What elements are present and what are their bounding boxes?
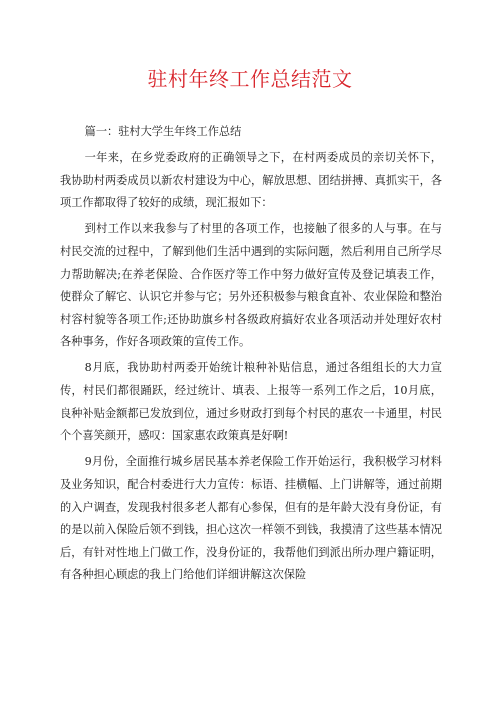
section-heading: 篇一：驻村大学生年终工作总结 xyxy=(84,125,242,138)
body-paragraph: 到村工作以来我参与了村里的各项工作，也接触了很多的人与事。在与村民交流的过程中，了解到他们生活中遇到的实际问题，然后利用自己所学尽力帮助解决;在养老保险、合作医疗等工作中努力做好宣传及登记填表工作，使群众了解它、认识它并参与它；另外还积极参与粮食直补、农业保险和整治村容村貌等各项工作;还协助旗乡村各级政府搞好农业各项活动并处理好农村各种事务，作好各项政策的宣传工作。 xyxy=(60,222,442,349)
body-paragraph: 9月份，全面推行城乡居民基本养老保险工作开始运行，我积极学习材料及业务知识，配合村委进行大力宣传：标语、挂横幅、上门讲解等，通过前期的入户调查，发现我村很多老人都有心参保，但有的是年龄大没有身份证，有的是以前入保险后领不到钱，担心这次一样领不到钱，我摸清了这些基本情况后，有针对性地上门做工作，没身份证的，我帮他们到派出所办理户籍证明，有各种担心顾虑的我上门给他们详细讲解这次保险 xyxy=(60,455,442,582)
body-paragraph: 8月底，我协助村两委开始统计粮种补贴信息，通过各组组长的大力宣传，村民们都很踊跃，经过统计、填表、上报等一系列工作之后，10月底，良种补贴金额都已发放到位，通过乡财政打到每个村民的惠农一卡通里，村民个个喜笑颜开，感叹：国家惠农政策真是好啊! xyxy=(60,361,442,443)
document-body xyxy=(60,121,442,590)
document-title: 驻村年终工作总结范文 xyxy=(147,67,353,91)
body-paragraph: 一年来，在乡党委政府的正确领导之下，在村两委成员的亲切关怀下，我协助村两委成员以新农村建设为中心，解放思想、团结拼搏、真抓实干，各项工作都取得了较好的成绩，现汇报如下： xyxy=(60,151,442,210)
